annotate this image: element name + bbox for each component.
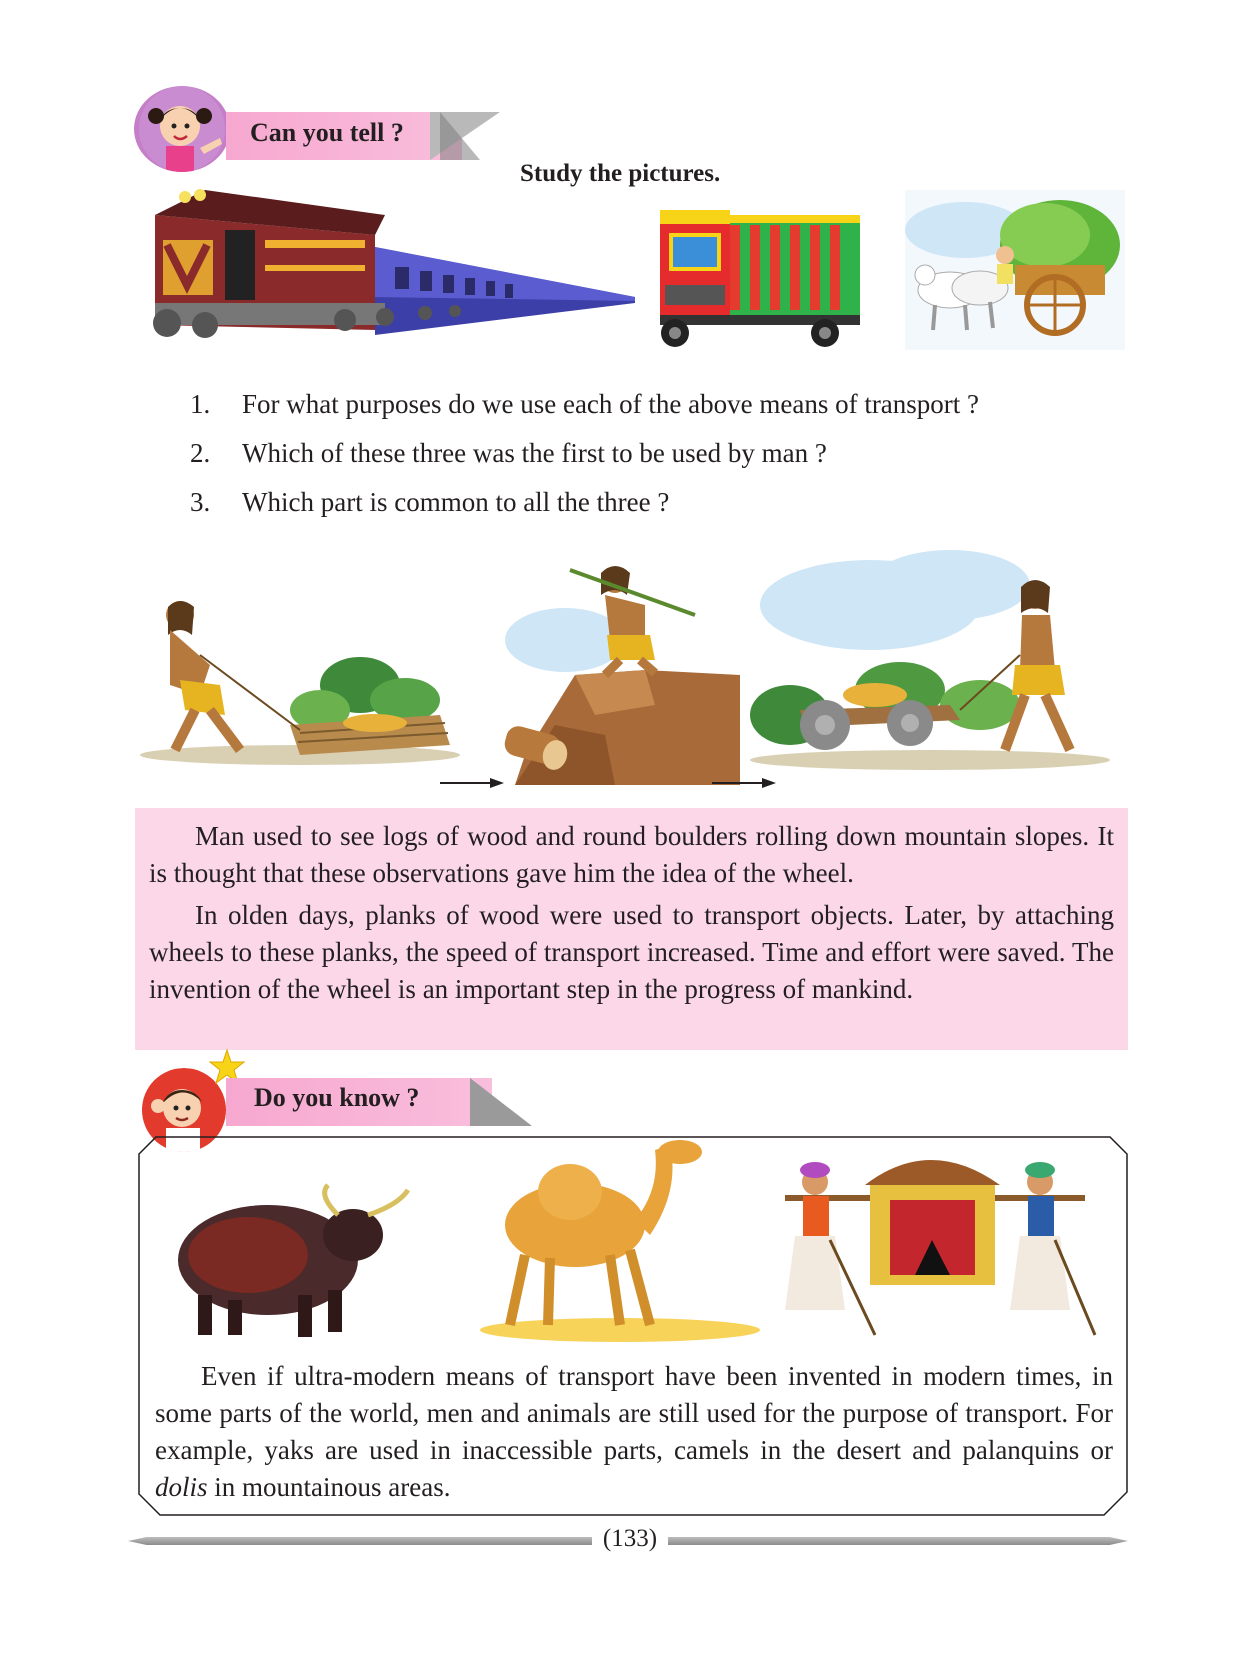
question-number: 2.	[190, 438, 211, 468]
question-text: Which of these three was the first to be used by man ?	[242, 438, 827, 468]
can-you-tell-title: Can you tell ?	[250, 118, 404, 147]
truck-icon	[655, 205, 865, 355]
arrow-right-icon	[712, 776, 777, 790]
footer-rule-right	[668, 1537, 1128, 1545]
question-text: Which part is common to all the three ?	[242, 487, 670, 517]
camel-icon	[470, 1130, 760, 1345]
bullock-cart-icon	[905, 190, 1125, 350]
palanquin-icon	[785, 1140, 1105, 1350]
banner-ribbon-tail-dark	[440, 112, 480, 160]
wheel-invention-box	[135, 808, 1128, 1050]
man-dragging-plank-icon	[140, 595, 460, 770]
man-on-cliff-log-icon	[495, 555, 740, 785]
wheel-paragraph-2: In olden days, planks of wood were used to transport objects. Later, by attaching wheels to these planks, the speed of transport increased. Time and effort were saved. The invention of the wheel is an important step in the progress of mankind.	[149, 900, 1114, 1004]
do-you-know-text: Even if ultra-modern means of transport have been invented in modern times, in some parts of the world, men and animals are still used for the purpose of transport. For example, yaks are used in inaccessible parts, camels in the desert and palanquins or	[155, 1361, 1113, 1465]
yak-icon	[168, 1175, 418, 1340]
wheel-paragraph-1: Man used to see logs of wood and round boulders rolling down mountain slopes. It is thought that these observations gave him the idea of the wheel.	[149, 821, 1114, 888]
do-you-know-paragraph	[155, 1358, 1113, 1506]
banner-ribbon-tail	[470, 1078, 532, 1126]
question-item	[190, 380, 1110, 429]
question-number: 3.	[190, 487, 211, 517]
girl-avatar-icon	[134, 86, 230, 172]
question-number: 1.	[190, 389, 211, 419]
man-pulling-wheeled-cart-icon	[750, 545, 1110, 775]
question-list	[190, 380, 1110, 527]
arrow-right-icon	[440, 776, 505, 790]
do-you-know-text-end: in mountainous areas.	[207, 1472, 451, 1502]
do-you-know-title: Do you know ?	[254, 1083, 420, 1112]
dolis-term: dolis	[155, 1472, 208, 1502]
question-item	[190, 478, 1110, 527]
question-text: For what purposes do we use each of the above means of transport ?	[242, 389, 980, 419]
footer-rule-left	[128, 1537, 592, 1545]
page-number: (133)	[602, 1525, 658, 1552]
train-icon	[145, 185, 645, 355]
question-item	[190, 429, 1110, 478]
study-instruction: Study the pictures.	[520, 160, 721, 187]
